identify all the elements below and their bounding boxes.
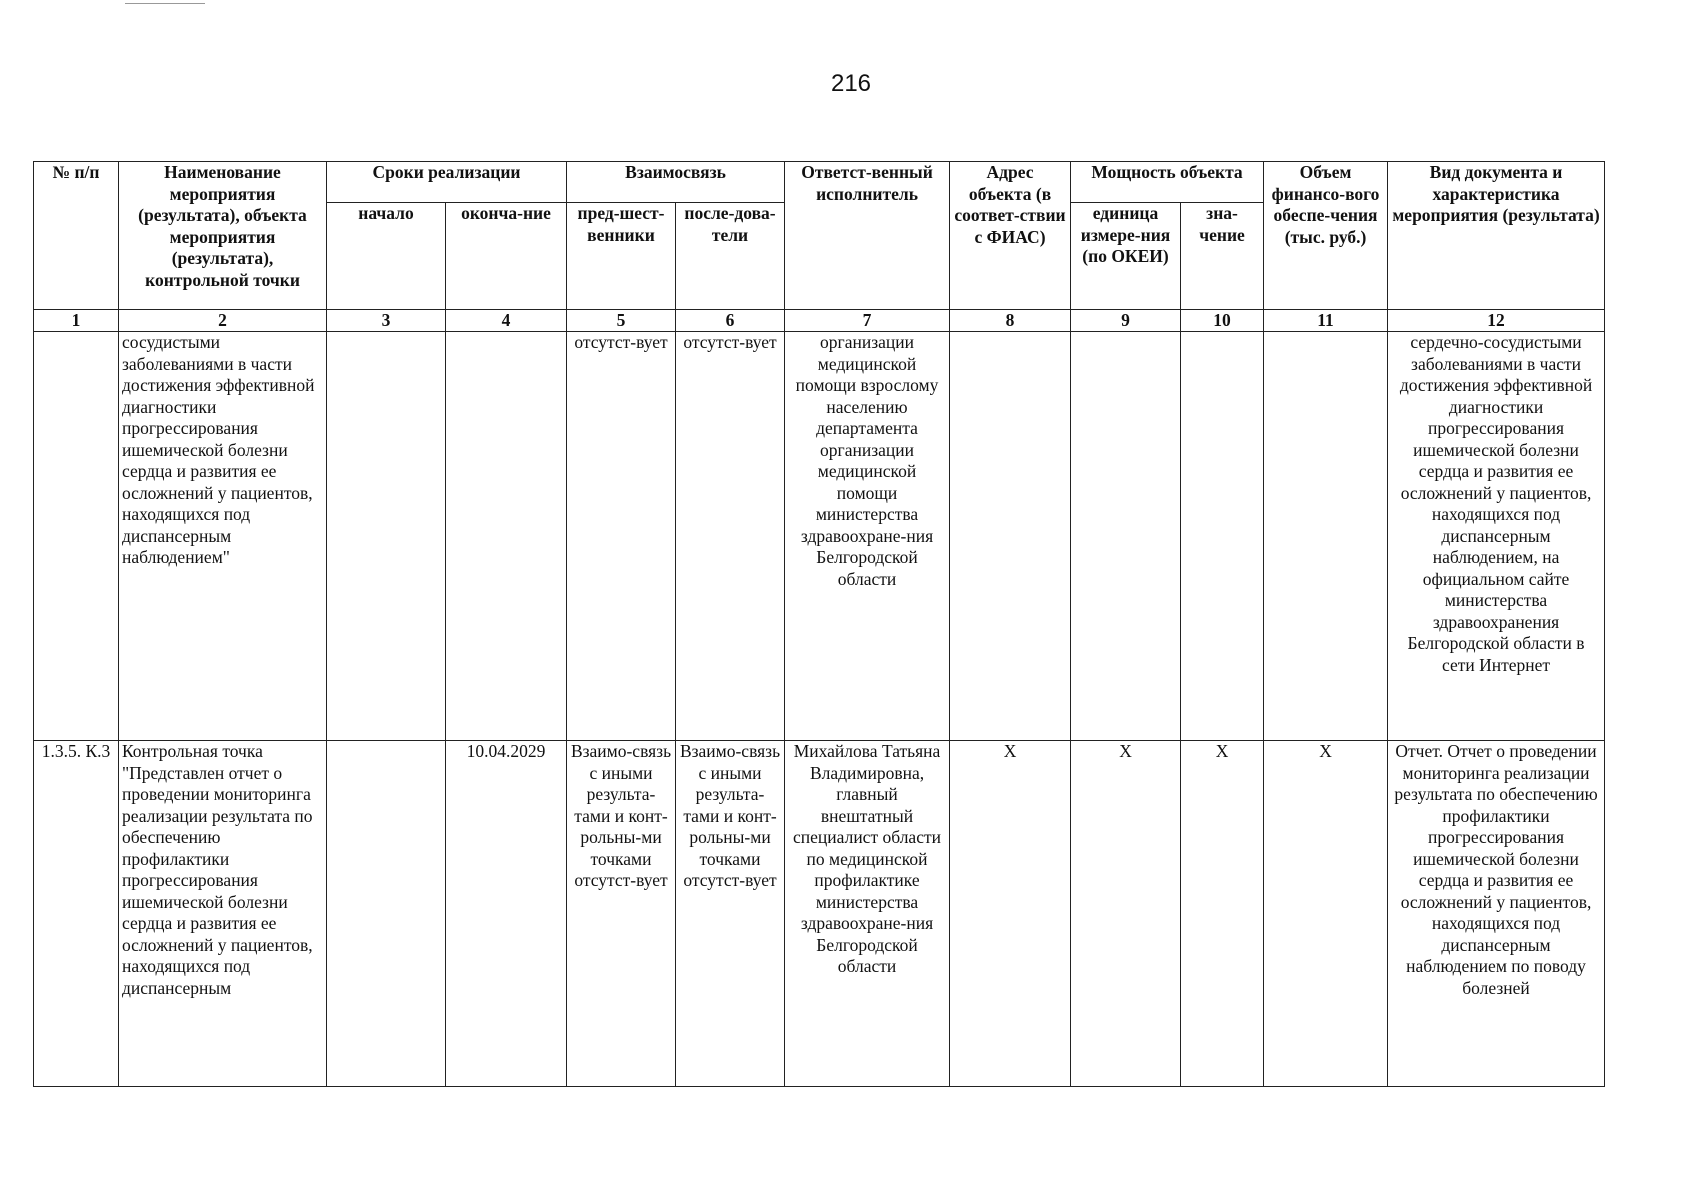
cell-address [950, 332, 1071, 741]
header-address: Адрес объекта (в соответ-ствии с ФИАС) [950, 162, 1071, 310]
cell-end [446, 332, 567, 741]
column-number: 2 [119, 310, 327, 332]
cell-finance [1264, 332, 1388, 741]
cell-start [327, 332, 446, 741]
column-number: 10 [1181, 310, 1264, 332]
column-number: 12 [1388, 310, 1605, 332]
header-relation: Взаимосвязь [567, 162, 785, 203]
column-number: 7 [785, 310, 950, 332]
column-number: 6 [676, 310, 785, 332]
column-number: 3 [327, 310, 446, 332]
header-name: Наименование мероприятия (результата), объекта мероприятия (результата), контрольной точки [119, 162, 327, 310]
cell-name: Контрольная точка "Представлен отчет о проведении мониторинга реализации результата по обеспечению профилактики прогрессирования ишемической болезни сердца и развития ее осложнений у пациентов, находящихся под диспансерным [119, 741, 327, 1087]
cell-address: Х [950, 741, 1071, 1087]
cell-unit: Х [1071, 741, 1181, 1087]
measures-table [33, 161, 1605, 1087]
header-num: № п/п [34, 162, 119, 310]
column-number: 11 [1264, 310, 1388, 332]
cell-name: сосудистыми заболеваниями в части достижения эффективной диагностики прогрессирования ишемической болезни сердца и развития ее осложнений у пациентов, находящихся под диспансерным наблюдением" [119, 332, 327, 741]
table-row [34, 741, 1605, 1087]
header-relation-pred: пред-шест-венники [567, 203, 676, 310]
column-number: 4 [446, 310, 567, 332]
cell-pred: отсутст-вует [567, 332, 676, 741]
header-finance: Объем финансо-вого обеспе-чения (тыс. руб.) [1264, 162, 1388, 310]
column-number: 5 [567, 310, 676, 332]
cell-value: Х [1181, 741, 1264, 1087]
column-number: 1 [34, 310, 119, 332]
column-number: 8 [950, 310, 1071, 332]
cell-unit [1071, 332, 1181, 741]
header-capacity-unit: единица измере-ния (по ОКЕИ) [1071, 203, 1181, 310]
table-row [34, 332, 1605, 741]
page-number: 216 [830, 70, 872, 97]
cell-end: 10.04.2029 [446, 741, 567, 1087]
header-responsible: Ответст-венный исполнитель [785, 162, 950, 310]
header-terms: Сроки реализации [327, 162, 567, 203]
cell-responsible: Михайлова Татьяна Владимировна, главный внештатный специалист области по медицинской профилактике министерства здравоохране-ния Белгородской области [785, 741, 950, 1087]
cell-next: отсутст-вует [676, 332, 785, 741]
cell-doc: сердечно-сосудистыми заболеваниями в части достижения эффективной диагностики прогрессирования ишемической болезни сердца и развития ее осложнений у пациентов, находящихся под диспансерным наблюдением, на официальном сайте министерства здравоохранения Белгородской области в сети Интернет [1388, 332, 1605, 741]
cell-start [327, 741, 446, 1087]
header-terms-end: оконча-ние [446, 203, 567, 310]
scan-artifact [125, 3, 205, 4]
cell-num [34, 332, 119, 741]
cell-finance: Х [1264, 741, 1388, 1087]
column-number: 9 [1071, 310, 1181, 332]
cell-next: Взаимо-связь с иными результа-тами и конт-рольны-ми точками отсутст-вует [676, 741, 785, 1087]
cell-value [1181, 332, 1264, 741]
header-capacity-value: зна-чение [1181, 203, 1264, 310]
cell-responsible: организации медицинской помощи взрослому населению департамента организации медицинской помощи министерства здравоохране-ния Белгородской области [785, 332, 950, 741]
cell-doc: Отчет. Отчет о проведении мониторинга реализации результата по обеспечению профилактики прогрессирования ишемической болезни сердца и развития ее осложнений у пациентов, находящихся под диспансерным наблюдением по поводу болезней [1388, 741, 1605, 1087]
header-terms-start: начало [327, 203, 446, 310]
header-doc-type: Вид документа и характеристика мероприятия (результата) [1388, 162, 1605, 310]
header-capacity: Мощность объекта [1071, 162, 1264, 203]
header-relation-next: после-дова-тели [676, 203, 785, 310]
cell-pred: Взаимо-связь с иными результа-тами и конт-рольны-ми точками отсутст-вует [567, 741, 676, 1087]
cell-num: 1.3.5. К.3 [34, 741, 119, 1087]
column-number-row [34, 310, 1605, 332]
